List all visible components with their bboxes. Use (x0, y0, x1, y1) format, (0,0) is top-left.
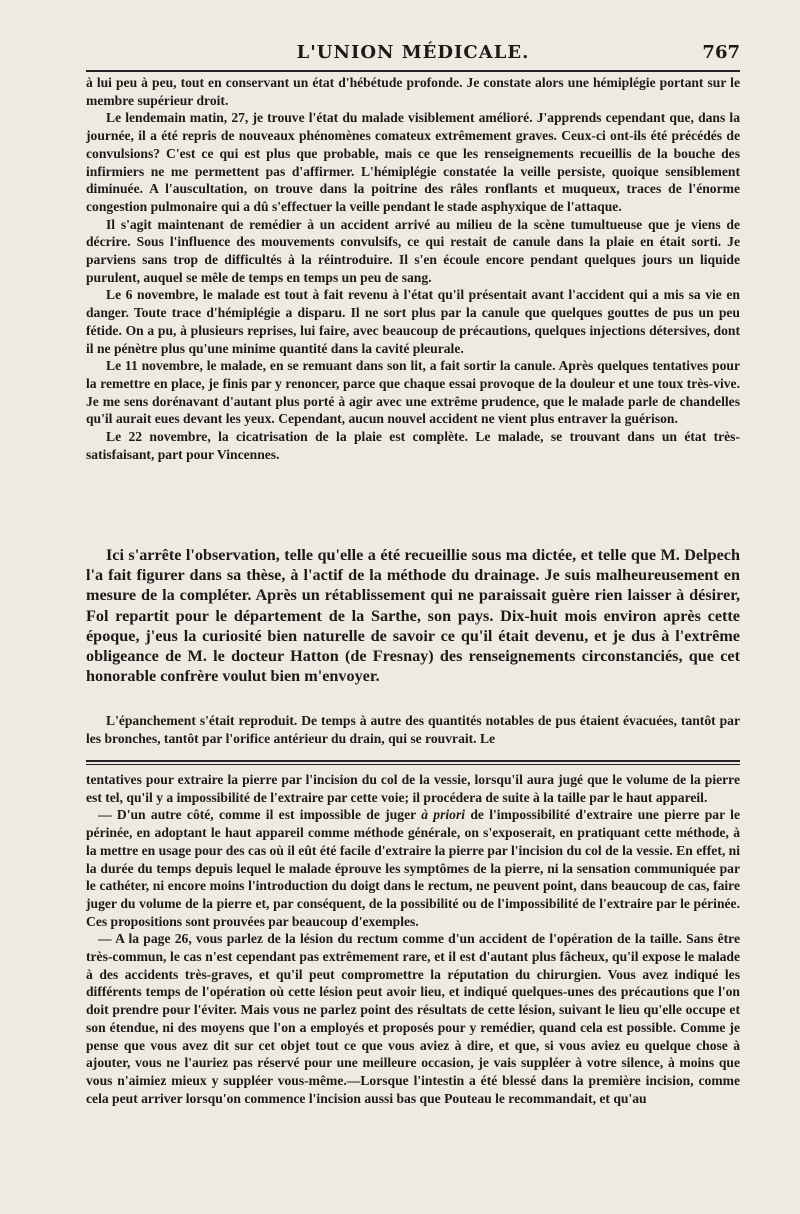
section-rule-thin (86, 764, 740, 765)
paragraph: tentatives pour extraire la pierre par l'incision du col de la vessie, lorsqu'il aura jugé que le volume de la pierre est tel, qu'il y a impossibilité de l'extraire par cette voie; il procédera de suite à la taille par le haut appareil. (86, 772, 740, 805)
paragraph: Le 11 novembre, le malade, en se remuant dans son lit, a fait sortir la canule. Après quelques tentatives pour la remettre en place, je finis par y renoncer, parce que chaque essai provoque de la douleur et une toux très-vive. Je me sens dorénavant d'autant plus porté à agir avec une extrême prudence, que le malade parle de chandelles qu'il aurait eues devant les yeux. Cependant, aucun nouvel accident ne vient plus entraver la guérison. (86, 358, 740, 427)
observation-text (86, 74, 740, 463)
running-title: L'UNION MÉDICALE. (296, 42, 530, 63)
page-number: 767 (702, 42, 740, 63)
paragraph: Il s'agit maintenant de remédier à un accident arrivé au milieu de la scène tumultueuse que je viens de décrire. Sous l'influence des mouvements convulsifs, ce qui restait de canule dans la plaie en était sorti. Je parviens sans trop de difficultés à la réintroduire. Il s'en écoule encore pendant quelques jours un liquide purulent, auquel se mêle de temps en temps un peu de sang. (86, 216, 740, 285)
section-rule (86, 760, 740, 762)
paragraph: Le 6 novembre, le malade est tout à fait revenu à l'état qu'il présentait avant l'accident qui a mis sa vie en danger. Toute trace d'hémiplégie a disparu. Il ne sort plus par la canule que quelques gouttes de pus un peu fétide. On a pu, à plusieurs reprises, lui faire, avec beaucoup de précautions, quelques injections détersives, dont il ne pénètre plus qu'une minime quantité dans la cavité pleurale. (86, 287, 740, 356)
paragraph: L'épanchement s'était reproduit. De temps à autre des quantités notables de pus étaient évacuées, tantôt par les bronches, tantôt par l'orifice antérieur du drain, qui se rouvrait. Le (86, 713, 740, 746)
header-rule (86, 70, 740, 72)
paragraph: — A la page 26, vous parlez de la lésion du rectum comme d'un accident de l'opération de la taille. Sans être très-commun, le cas n'est cependant pas extrêmement rare, et il est d'autant plus fâcheux, qu'il expose le malade à des accidents très-graves, et qu'il peut compromettre la réputation du chirurgien. Vous avez indiqué les différents temps de l'opération où cette lésion peut avoir lieu, et indiqué quelques-unes des précautions que l'on doit prendre pour l'éviter. Mais vous ne parlez point des résultats de cette lésion, suivant le lieu qu'elle occupe et son étendue, ni des moyens que l'on a employés et proposés pour y remédier, quand cela est possible. Comme je pense que vous avez dit sur cet objet tout ce que vous aviez à dire, et que, si vous aviez eu quelque chose à ajouter, vous ne l'auriez pas réservé pour une meilleure occasion, je vais suppléer à votre silence, à moins que vous n'aimiez mieux y suppléer vous-même.—Lorsque l'intestin a été blessé dans la première incision, comme cela peut arriver lorsqu'on commence l'incision aussi bas que Pouteau le recommandait, et qu'au (86, 931, 740, 1106)
paragraph: Ici s'arrête l'observation, telle qu'elle a été recueillie sous ma dictée, et telle que M. Delpech l'a fait figurer dans sa thèse, à l'actif de la méthode du drainage. Je suis malheureusement en mesure de la compléter. Après un rétablissement qui ne paraissait guère rien laisser à désirer, Fol repartit pour le département de la Sarthe, son pays. Dix-huit mois environ après cette époque, j'eus la curiosité bien naturelle de savoir ce qu'il était devenu, et je dus à l'extrême obligeance de M. le docteur Hatton (de Fresnay) des renseignements circonstanciés, que cet honorable confrère voulut bien m'envoyer. (86, 546, 740, 686)
page-header (86, 42, 740, 68)
paragraph: Le 22 novembre, la cicatrisation de la plaie est complète. Le malade, se trouvant dans un état très-satisfaisant, part pour Vincennes. (86, 429, 740, 462)
paragraph: à lui peu à peu, tout en conservant un état d'hébétude profonde. Je constate alors une hémiplégie portant sur le membre supérieur droit. (86, 75, 740, 108)
paragraph: Le lendemain matin, 27, je trouve l'état du malade visiblement amélioré. J'apprends cependant que, dans la journée, il a été repris de nouveaux phénomènes comateux extrêmement graves. Ceux-ci ont-ils été précédés de convulsions? C'est ce qui est plus que probable, mais ce que les renseignements recueillis de la bouche des infirmiers ne me permettent pas d'affirmer. L'hémiplégie constatée la veille persiste, quoique sensiblement diminuée. A l'auscultation, on trouve dans la poitrine des râles ronflants et muqueux, traces de l'énorme congestion pulmonaire qui a dû s'effectuer la veille pendant le stade asphyxique de l'attaque. (86, 110, 740, 214)
feuilleton-text (86, 771, 740, 1107)
italic-term: à priori (421, 807, 466, 823)
text-run: — D'un autre côté, comme il est impossible de juger (98, 807, 422, 823)
continuation-text (86, 712, 740, 747)
text-run: de l'impossibilité d'extraire une pierre par le périnée, en adoptant le haut appareil comme méthode générale, on s'exposerait, en pratiquant cette méthode, à la mettre en usage pour des cas où il eût été facile d'extraire la pierre par l'incision du col de la vessie. En effet, ni la durée du temps depuis lequel le malade éprouve les symptômes de la pierre, ni la sensation communiquée par le cathéter, ni encore moins l'introduction du doigt dans le rectum, ne peuvent point, dans beaucoup de cas, faire juger du volume de la pierre et, par conséquent, de la possibilité ou de l'impossibilité de l'extraire par le périnée. Ces propositions sont prouvées par beaucoup d'exemples. (86, 807, 740, 929)
paragraph (86, 806, 740, 930)
commentary-text (86, 545, 740, 686)
